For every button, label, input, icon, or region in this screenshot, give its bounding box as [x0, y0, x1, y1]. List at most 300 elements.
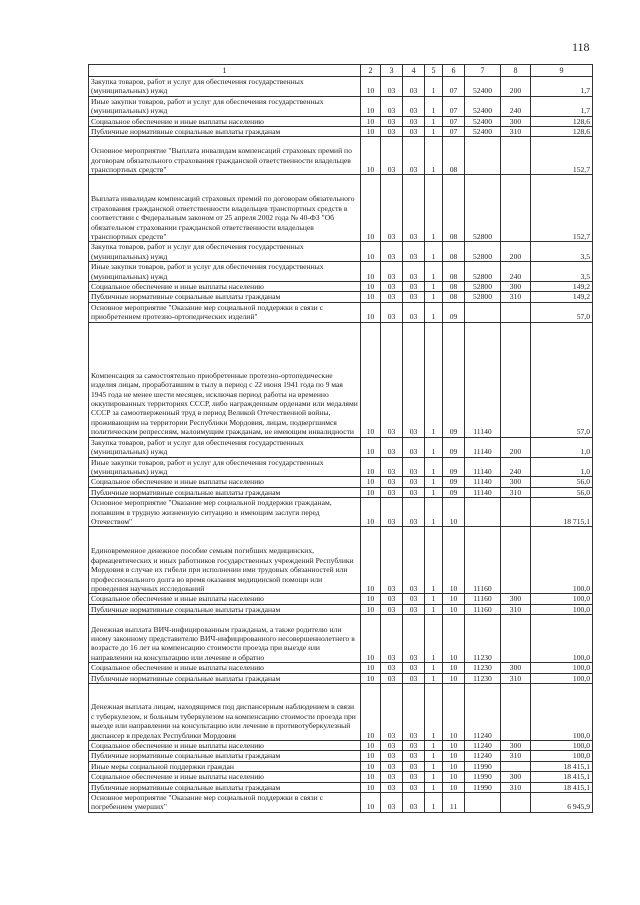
- table-row: [89, 761, 593, 771]
- row-name: Социальное обеспечение и иные выплаты населению: [89, 663, 361, 673]
- subprogram-code: 1: [425, 96, 443, 116]
- program-code: 03: [403, 302, 425, 322]
- event-code: 09: [443, 457, 465, 477]
- section-code: 10: [361, 761, 381, 771]
- table-row: [89, 487, 593, 497]
- subprogram-code: 1: [425, 761, 443, 771]
- program-code: 03: [403, 782, 425, 792]
- subprogram-code: 1: [425, 751, 443, 761]
- row-name: Социальное обеспечение и иные выплаты населению: [89, 772, 361, 782]
- row-name: Основное мероприятие "Выплата инвалидам компенсаций страховых премий по договорам обязательного страхования гражданской ответственности владельцев транспортных средств": [89, 137, 361, 175]
- row-amount: 18 715,1: [531, 498, 593, 527]
- direction-code: 52400: [465, 96, 501, 116]
- subsection-code: 03: [381, 77, 403, 97]
- table-row: [89, 615, 593, 663]
- row-amount: 1,0: [531, 437, 593, 457]
- row-amount: 152,7: [531, 175, 593, 242]
- table-row: [89, 663, 593, 673]
- subprogram-code: 1: [425, 782, 443, 792]
- section-code: 10: [361, 663, 381, 673]
- event-code: 07: [443, 96, 465, 116]
- row-amount: 100,0: [531, 673, 593, 683]
- direction-code: 52800: [465, 292, 501, 302]
- row-amount: 100,0: [531, 663, 593, 673]
- section-code: 10: [361, 782, 381, 792]
- section-code: 10: [361, 175, 381, 242]
- subprogram-code: 1: [425, 594, 443, 604]
- program-code: 03: [403, 282, 425, 292]
- event-code: 08: [443, 262, 465, 282]
- subsection-code: 03: [381, 322, 403, 437]
- event-code: 09: [443, 322, 465, 437]
- row-amount: 128,6: [531, 116, 593, 126]
- expense-type-code: [501, 761, 531, 771]
- row-amount: 100,0: [531, 527, 593, 594]
- table-row: [89, 793, 593, 813]
- row-name: Социальное обеспечение и иные выплаты населению: [89, 594, 361, 604]
- row-name: Основное мероприятие "Оказание мер социальной поддержки в связи с погребением умерших": [89, 793, 361, 813]
- direction-code: 11140: [465, 477, 501, 487]
- expense-type-code: 310: [501, 487, 531, 497]
- program-code: 03: [403, 683, 425, 740]
- section-code: 10: [361, 282, 381, 292]
- subprogram-code: 1: [425, 262, 443, 282]
- row-amount: 1,7: [531, 96, 593, 116]
- direction-code: 11160: [465, 527, 501, 594]
- row-name: Компенсация за самостоятельно приобретенные протезно-ортопедические изделия лицам, проработавшим в тылу в период с 22 июня 1941 года по 9 мая 1945 года не менее шести месяцев, исключая период работы на временно оккупированных территориях СССР, либо награжденным орденами или медалями СССР за самоотверженный труд в период Великой Отечественной войны, проживающим на территории Республики Мордовия, лицам, подвергшимся политическим репрессиям, малоимущим гражданам, не имеющим инвалидности: [89, 322, 361, 437]
- expense-type-code: [501, 302, 531, 322]
- program-code: 03: [403, 242, 425, 262]
- subprogram-code: 1: [425, 604, 443, 614]
- subsection-code: 03: [381, 594, 403, 604]
- row-amount: 3,5: [531, 242, 593, 262]
- section-code: 10: [361, 242, 381, 262]
- page-number: 118: [572, 40, 590, 54]
- row-amount: 3,5: [531, 262, 593, 282]
- program-code: 03: [403, 594, 425, 604]
- expense-type-code: 310: [501, 782, 531, 792]
- subprogram-code: 1: [425, 116, 443, 126]
- row-name: Публичные нормативные социальные выплаты гражданам: [89, 292, 361, 302]
- row-amount: 56,0: [531, 487, 593, 497]
- direction-code: 11240: [465, 740, 501, 750]
- row-amount: 1,0: [531, 457, 593, 477]
- row-name: Иные закупки товаров, работ и услуг для обеспечения государственных (муниципальных) нужд: [89, 262, 361, 282]
- row-amount: 149,2: [531, 292, 593, 302]
- table-row: [89, 242, 593, 262]
- subprogram-code: 1: [425, 127, 443, 137]
- program-code: 03: [403, 477, 425, 487]
- event-code: 08: [443, 282, 465, 292]
- expense-type-code: 240: [501, 96, 531, 116]
- subsection-code: 03: [381, 127, 403, 137]
- expense-type-code: [501, 175, 531, 242]
- section-code: 10: [361, 604, 381, 614]
- subsection-code: 03: [381, 477, 403, 487]
- section-code: 10: [361, 127, 381, 137]
- event-code: 11: [443, 793, 465, 813]
- table-row: [89, 127, 593, 137]
- row-amount: 100,0: [531, 604, 593, 614]
- table-row: [89, 96, 593, 116]
- direction-code: 11230: [465, 673, 501, 683]
- table-header-row: [89, 65, 593, 77]
- table-row: [89, 594, 593, 604]
- subprogram-code: 1: [425, 527, 443, 594]
- expense-type-code: 310: [501, 673, 531, 683]
- direction-code: 11140: [465, 437, 501, 457]
- column-header: 4: [403, 65, 425, 77]
- subsection-code: 03: [381, 487, 403, 497]
- column-header: 5: [425, 65, 443, 77]
- row-name: Социальное обеспечение и иные выплаты населению: [89, 740, 361, 750]
- expense-type-code: 310: [501, 604, 531, 614]
- expense-type-code: 300: [501, 282, 531, 292]
- column-header: 6: [443, 65, 465, 77]
- table-row: [89, 604, 593, 614]
- event-code: 10: [443, 615, 465, 663]
- program-code: 03: [403, 262, 425, 282]
- row-amount: 56,0: [531, 477, 593, 487]
- row-name: Денежная выплата лицам, находящимся под диспансерным наблюдением в связи с туберкулезом, и больным туберкулезом на компенсацию стоимости проезда при выезде или направлении на консультацию или лечение в противотуберкулезный диспансер в пределах Республики Мордовия: [89, 683, 361, 740]
- program-code: 03: [403, 740, 425, 750]
- section-code: 10: [361, 772, 381, 782]
- expense-type-code: 310: [501, 751, 531, 761]
- subprogram-code: 1: [425, 487, 443, 497]
- subprogram-code: 1: [425, 772, 443, 782]
- program-code: 03: [403, 292, 425, 302]
- event-code: 10: [443, 740, 465, 750]
- row-name: Иные закупки товаров, работ и услуг для обеспечения государственных (муниципальных) нужд: [89, 96, 361, 116]
- row-amount: 100,0: [531, 615, 593, 663]
- subsection-code: 03: [381, 292, 403, 302]
- table-row: [89, 477, 593, 487]
- event-code: 08: [443, 175, 465, 242]
- subsection-code: 03: [381, 498, 403, 527]
- column-header: 8: [501, 65, 531, 77]
- section-code: 10: [361, 116, 381, 126]
- row-amount: 18 415,1: [531, 782, 593, 792]
- row-amount: 57,0: [531, 322, 593, 437]
- section-code: 10: [361, 77, 381, 97]
- table-row: [89, 457, 593, 477]
- expense-type-code: 200: [501, 77, 531, 97]
- subsection-code: 03: [381, 175, 403, 242]
- direction-code: 11160: [465, 594, 501, 604]
- table-row: [89, 782, 593, 792]
- program-code: 03: [403, 527, 425, 594]
- row-name: Закупка товаров, работ и услуг для обеспечения государственных (муниципальных) нужд: [89, 77, 361, 97]
- program-code: 03: [403, 761, 425, 771]
- column-header: 7: [465, 65, 501, 77]
- direction-code: 11140: [465, 322, 501, 437]
- direction-code: 11140: [465, 457, 501, 477]
- program-code: 03: [403, 457, 425, 477]
- subsection-code: 03: [381, 137, 403, 175]
- table-row: [89, 282, 593, 292]
- row-name: Иные закупки товаров, работ и услуг для обеспечения государственных (муниципальных) нужд: [89, 457, 361, 477]
- subprogram-code: 1: [425, 793, 443, 813]
- row-amount: 152,7: [531, 137, 593, 175]
- row-name: Иные меры социальной поддержки граждан: [89, 761, 361, 771]
- subprogram-code: 1: [425, 673, 443, 683]
- subsection-code: 03: [381, 782, 403, 792]
- section-code: 10: [361, 615, 381, 663]
- event-code: 08: [443, 242, 465, 262]
- table-row: [89, 683, 593, 740]
- direction-code: 11240: [465, 683, 501, 740]
- table-row: [89, 437, 593, 457]
- expense-type-code: 200: [501, 242, 531, 262]
- table-row: [89, 673, 593, 683]
- table-row: [89, 322, 593, 437]
- direction-code: 52800: [465, 262, 501, 282]
- section-code: 10: [361, 498, 381, 527]
- row-amount: 57,0: [531, 302, 593, 322]
- direction-code: [465, 302, 501, 322]
- event-code: 10: [443, 604, 465, 614]
- table-row: [89, 116, 593, 126]
- row-name: Закупка товаров, работ и услуг для обеспечения государственных (муниципальных) нужд: [89, 437, 361, 457]
- program-code: 03: [403, 437, 425, 457]
- direction-code: 11140: [465, 487, 501, 497]
- table-row: [89, 772, 593, 782]
- event-code: 10: [443, 663, 465, 673]
- row-name: Денежная выплата ВИЧ-инфицированным гражданам, а также родителю или иному законному представителю ВИЧ-инфицированного несовершеннолетнего в возрасте до 16 лет на компенсацию стоимости проезда при выезде или направлении на консультацию или лечение и обратно: [89, 615, 361, 663]
- row-amount: 100,0: [531, 683, 593, 740]
- direction-code: [465, 137, 501, 175]
- expense-type-code: 300: [501, 663, 531, 673]
- table-row: [89, 498, 593, 527]
- expense-type-code: 310: [501, 127, 531, 137]
- row-amount: 18 415,1: [531, 772, 593, 782]
- event-code: 08: [443, 292, 465, 302]
- subsection-code: 03: [381, 615, 403, 663]
- expense-type-code: 240: [501, 457, 531, 477]
- program-code: 03: [403, 498, 425, 527]
- subprogram-code: 1: [425, 457, 443, 477]
- program-code: 03: [403, 663, 425, 673]
- budget-table: [88, 64, 593, 813]
- subprogram-code: 1: [425, 615, 443, 663]
- expense-type-code: [501, 322, 531, 437]
- subsection-code: 03: [381, 604, 403, 614]
- subsection-code: 03: [381, 663, 403, 673]
- expense-type-code: 300: [501, 594, 531, 604]
- row-amount: 18 415,1: [531, 761, 593, 771]
- subsection-code: 03: [381, 262, 403, 282]
- subprogram-code: 1: [425, 477, 443, 487]
- expense-type-code: 240: [501, 262, 531, 282]
- expense-type-code: [501, 615, 531, 663]
- row-name: Публичные нормативные социальные выплаты гражданам: [89, 127, 361, 137]
- direction-code: [465, 498, 501, 527]
- section-code: 10: [361, 740, 381, 750]
- subsection-code: 03: [381, 116, 403, 126]
- direction-code: 11990: [465, 782, 501, 792]
- direction-code: 11990: [465, 772, 501, 782]
- program-code: 03: [403, 175, 425, 242]
- subsection-code: 03: [381, 527, 403, 594]
- row-name: Социальное обеспечение и иные выплаты населению: [89, 477, 361, 487]
- row-name: Единовременное денежное пособие семьям погибших медицинских, фармацевтических и иных работников государственных учреждений Республики Мордовия в случае их гибели при исполнении ими трудовых обязанностей или профессионального долга во время оказания медицинской помощи или проведения научных исследований: [89, 527, 361, 594]
- row-name: Публичные нормативные социальные выплаты гражданам: [89, 487, 361, 497]
- row-name: Публичные нормативные социальные выплаты гражданам: [89, 782, 361, 792]
- expense-type-code: 300: [501, 116, 531, 126]
- direction-code: [465, 793, 501, 813]
- subsection-code: 03: [381, 457, 403, 477]
- subprogram-code: 1: [425, 663, 443, 673]
- expense-type-code: 200: [501, 437, 531, 457]
- table-row: [89, 262, 593, 282]
- expense-type-code: 300: [501, 772, 531, 782]
- event-code: 10: [443, 751, 465, 761]
- subprogram-code: 1: [425, 175, 443, 242]
- subprogram-code: 1: [425, 322, 443, 437]
- program-code: 03: [403, 604, 425, 614]
- section-code: 10: [361, 477, 381, 487]
- event-code: 10: [443, 683, 465, 740]
- row-amount: 128,6: [531, 127, 593, 137]
- subprogram-code: 1: [425, 77, 443, 97]
- column-header: 1: [89, 65, 361, 77]
- row-name: Социальное обеспечение и иные выплаты населению: [89, 116, 361, 126]
- subsection-code: 03: [381, 302, 403, 322]
- event-code: 10: [443, 498, 465, 527]
- subsection-code: 03: [381, 683, 403, 740]
- event-code: 09: [443, 487, 465, 497]
- program-code: 03: [403, 322, 425, 437]
- section-code: 10: [361, 262, 381, 282]
- subprogram-code: 1: [425, 242, 443, 262]
- program-code: 03: [403, 772, 425, 782]
- row-amount: 100,0: [531, 594, 593, 604]
- section-code: 10: [361, 96, 381, 116]
- section-code: 10: [361, 751, 381, 761]
- subsection-code: 03: [381, 673, 403, 683]
- row-name: Публичные нормативные социальные выплаты гражданам: [89, 751, 361, 761]
- expense-type-code: 300: [501, 477, 531, 487]
- column-header: 9: [531, 65, 593, 77]
- direction-code: 11160: [465, 604, 501, 614]
- event-code: 10: [443, 527, 465, 594]
- subprogram-code: 1: [425, 282, 443, 292]
- row-name: Социальное обеспечение и иные выплаты населению: [89, 282, 361, 292]
- section-code: 10: [361, 673, 381, 683]
- row-amount: 1,7: [531, 77, 593, 97]
- event-code: 07: [443, 77, 465, 97]
- table-row: [89, 740, 593, 750]
- section-code: 10: [361, 457, 381, 477]
- subsection-code: 03: [381, 793, 403, 813]
- subsection-code: 03: [381, 761, 403, 771]
- event-code: 10: [443, 673, 465, 683]
- event-code: 09: [443, 477, 465, 487]
- table-row: [89, 292, 593, 302]
- subsection-code: 03: [381, 751, 403, 761]
- section-code: 10: [361, 683, 381, 740]
- direction-code: 11230: [465, 663, 501, 673]
- direction-code: 11240: [465, 751, 501, 761]
- row-amount: 149,2: [531, 282, 593, 292]
- table-row: [89, 77, 593, 97]
- table-row: [89, 527, 593, 594]
- expense-type-code: 300: [501, 740, 531, 750]
- direction-code: 52400: [465, 116, 501, 126]
- program-code: 03: [403, 116, 425, 126]
- row-amount: 100,0: [531, 740, 593, 750]
- program-code: 03: [403, 793, 425, 813]
- column-header: 2: [361, 65, 381, 77]
- subprogram-code: 1: [425, 498, 443, 527]
- section-code: 10: [361, 487, 381, 497]
- event-code: 07: [443, 127, 465, 137]
- subprogram-code: 1: [425, 683, 443, 740]
- subsection-code: 03: [381, 772, 403, 782]
- section-code: 10: [361, 527, 381, 594]
- row-name: Публичные нормативные социальные выплаты гражданам: [89, 604, 361, 614]
- row-amount: 6 945,9: [531, 793, 593, 813]
- direction-code: 52800: [465, 242, 501, 262]
- direction-code: 52400: [465, 127, 501, 137]
- section-code: 10: [361, 793, 381, 813]
- event-code: 07: [443, 116, 465, 126]
- expense-type-code: [501, 498, 531, 527]
- program-code: 03: [403, 127, 425, 137]
- subprogram-code: 1: [425, 302, 443, 322]
- direction-code: 52800: [465, 175, 501, 242]
- expense-type-code: [501, 793, 531, 813]
- section-code: 10: [361, 137, 381, 175]
- row-name: Публичные нормативные социальные выплаты гражданам: [89, 673, 361, 683]
- table-row: [89, 751, 593, 761]
- program-code: 03: [403, 615, 425, 663]
- direction-code: 52400: [465, 77, 501, 97]
- table-row: [89, 137, 593, 175]
- program-code: 03: [403, 673, 425, 683]
- subprogram-code: 1: [425, 137, 443, 175]
- row-name: Выплата инвалидам компенсаций страховых премий по договорам обязательного страхования гражданской ответственности владельцев транспортных средств в соответствии с Федеральным законом от 25 апреля 2002 года № 40-ФЗ "Об обязательном страховании гражданской ответственности владельцев транспортных средств": [89, 175, 361, 242]
- event-code: 10: [443, 594, 465, 604]
- expense-type-code: [501, 137, 531, 175]
- column-header: 3: [381, 65, 403, 77]
- program-code: 03: [403, 77, 425, 97]
- direction-code: 11990: [465, 761, 501, 771]
- expense-type-code: 310: [501, 292, 531, 302]
- event-code: 09: [443, 302, 465, 322]
- section-code: 10: [361, 292, 381, 302]
- row-name: Закупка товаров, работ и услуг для обеспечения государственных (муниципальных) нужд: [89, 242, 361, 262]
- event-code: 10: [443, 772, 465, 782]
- direction-code: 11230: [465, 615, 501, 663]
- expense-type-code: [501, 527, 531, 594]
- table-row: [89, 302, 593, 322]
- subsection-code: 03: [381, 282, 403, 292]
- table-row: [89, 175, 593, 242]
- section-code: 10: [361, 594, 381, 604]
- event-code: 08: [443, 137, 465, 175]
- section-code: 10: [361, 322, 381, 437]
- event-code: 10: [443, 761, 465, 771]
- row-amount: 100,0: [531, 751, 593, 761]
- subsection-code: 03: [381, 437, 403, 457]
- section-code: 10: [361, 437, 381, 457]
- program-code: 03: [403, 96, 425, 116]
- direction-code: 52800: [465, 282, 501, 292]
- program-code: 03: [403, 487, 425, 497]
- expense-type-code: [501, 683, 531, 740]
- subsection-code: 03: [381, 740, 403, 750]
